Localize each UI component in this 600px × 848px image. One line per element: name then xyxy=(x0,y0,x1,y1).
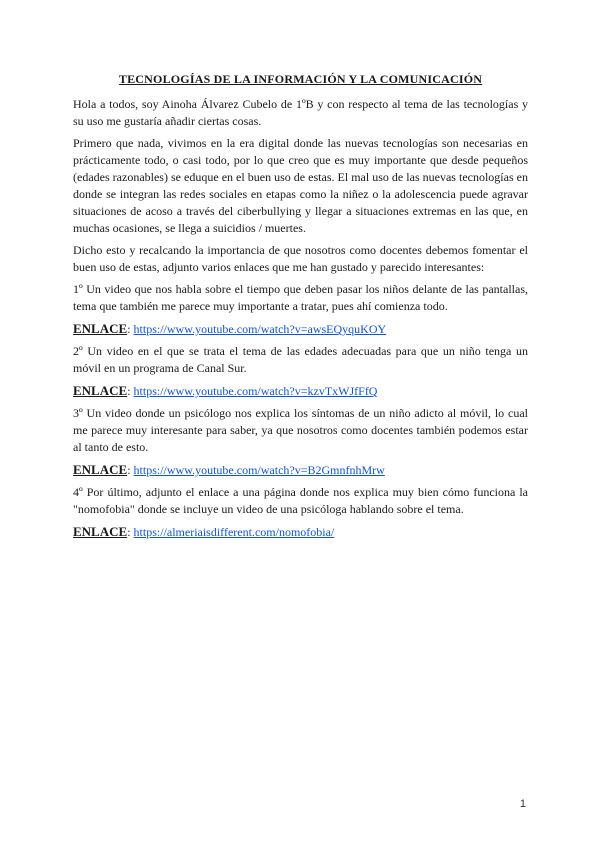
item-3-link-separator: : xyxy=(127,463,134,477)
item-2-description: 2º Un video en el que se trata el tema de las edades adecuadas para que un niño tenga un móvil en un programa de Canal Sur. xyxy=(73,344,528,375)
item-4-link[interactable]: https://almeriaisdifferent.com/nomofobia/ xyxy=(133,525,335,539)
item-1-link-separator: : xyxy=(127,322,134,336)
item-3-link-label: ENLACE xyxy=(73,462,128,477)
item-1-link-label: ENLACE xyxy=(73,321,128,336)
item-3-description: 3º Un video donde un psicólogo nos explica los síntomas de un niño adicto al móvil, lo cual me parece muy interesante para saber, ya que nosotros como docentes también podemos estar al tanto de esto. xyxy=(73,406,528,454)
document-title: TECNOLOGÍAS DE LA INFORMACIÓN Y LA COMUNICACIÓN xyxy=(118,72,483,86)
item-2-link-row xyxy=(73,382,528,400)
item-2-link[interactable]: https://www.youtube.com/watch?v=kzvTxWJfFfQ xyxy=(133,384,378,398)
item-3-link[interactable]: https://www.youtube.com/watch?v=B2GmnfnhMrw xyxy=(133,463,385,477)
links-intro-paragraph: Dicho esto y recalcando la importancia de que nosotros como docentes debemos fomentar el buen uso de estas, adjunto varios enlaces que me han gustado y parecido interesantes: xyxy=(73,243,528,274)
item-1-link-row xyxy=(73,320,528,338)
intro-paragraph: Hola a todos, soy Ainoha Álvarez Cubelo de 1ºB y con respecto al tema de las tecnologías y su uso me gustaría añadir ciertas cosas. xyxy=(73,97,528,128)
item-3-link-row xyxy=(73,461,528,479)
item-4-link-separator: : xyxy=(127,525,134,539)
item-2-link-separator: : xyxy=(127,384,134,398)
item-4-link-label: ENLACE xyxy=(73,524,128,539)
document-page xyxy=(73,70,528,546)
item-2-link-label: ENLACE xyxy=(73,383,128,398)
context-paragraph: Primero que nada, vivimos en la era digital donde las nuevas tecnologías son necesarias en prácticamente todo, o casi todo, por lo que creo que es muy importante que desde pequeños (edades razonables) se eduque en el buen uso de estas. El mal uso de las nuevas tecnologías en donde se integran las redes sociales en etapas como la niñez o la adolescencia puede agravar situaciones de acoso a través del ciberbullying y llegar a situaciones extremas en las que, en muchas ocasiones, se llega a suicidios / muertes. xyxy=(73,136,528,235)
item-4-description: 4º Por último, adjunto el enlace a una página donde nos explica muy bien cómo funciona la "nomofobia" donde se incluye un video de una psicóloga hablando sobre el tema. xyxy=(73,485,528,516)
page-number: 1 xyxy=(519,798,526,810)
item-4-link-row xyxy=(73,523,528,541)
item-1-link[interactable]: https://www.youtube.com/watch?v=awsEQyquKOY xyxy=(133,322,387,336)
item-1-description: 1º Un video que nos habla sobre el tiempo que deben pasar los niños delante de las pantallas, tema que también me parece muy importante a tratar, pues ahí comienza todo. xyxy=(73,282,528,313)
